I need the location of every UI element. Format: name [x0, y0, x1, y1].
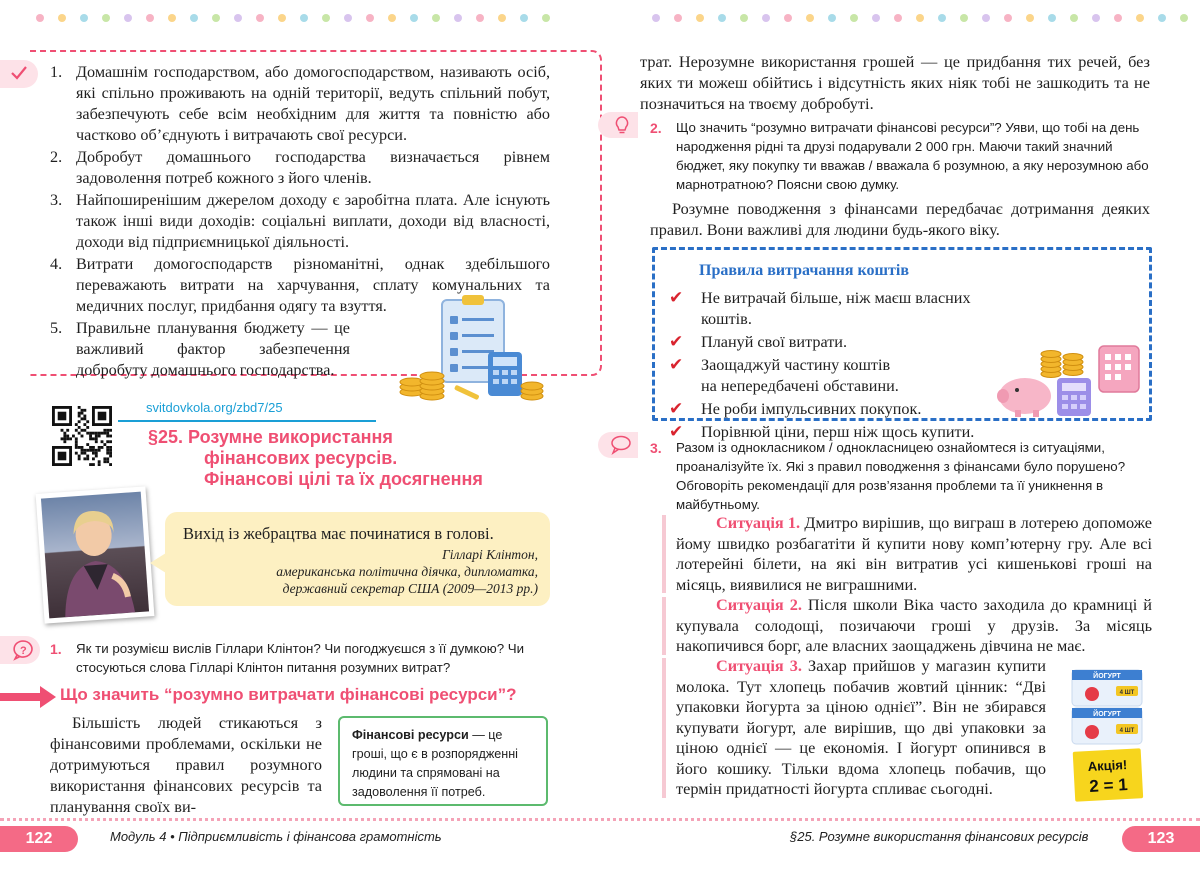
decor-dot — [410, 14, 418, 22]
portrait-figure — [41, 492, 149, 619]
decor-dot — [80, 14, 88, 22]
portrait-photo — [36, 486, 155, 623]
resource-link[interactable]: svitdovkola.org/zbd7/25 — [146, 400, 283, 415]
decor-dot — [1180, 14, 1188, 22]
checkmark-tab — [0, 60, 38, 88]
footer-left: Модуль 4 • Підприємливість і фінансова грамотність — [110, 829, 442, 844]
decor-dot — [938, 14, 946, 22]
decor-dot — [36, 14, 44, 22]
checkmark-icon: ✔ — [669, 355, 684, 375]
quote-text: Вихід із жебрацтва має починатися в голові. — [183, 524, 494, 543]
decor-dot — [784, 14, 792, 22]
piggy-bank-calculator-illustration — [995, 338, 1145, 418]
body-paragraph: Більшість людей стикаються з фінансовими проблемами, оскільки не дотримуються правил розумного використання фінансових ресурсів та планування своїх ви- — [50, 713, 322, 816]
yogurt-pack-label: 4 ШТ — [1119, 690, 1135, 696]
decor-dot — [476, 14, 484, 22]
decor-dot — [806, 14, 814, 22]
question-text: Як ти розумієш вислів Гіллари Клінтон? Чи погоджуєшся з її думкою? Чи стосуються слова Гілларі Клінтон питання розумних витрат? — [76, 641, 525, 675]
question-bubble-icon — [12, 639, 34, 661]
yogurt-label: ЙОГУРТ — [1093, 673, 1121, 680]
decor-dot — [1048, 14, 1056, 22]
decor-dot — [58, 14, 66, 22]
lightbulb-icon — [612, 115, 632, 135]
quote-tail — [150, 553, 166, 573]
situation-bar — [662, 658, 666, 798]
page-number-right: 123 — [1122, 826, 1200, 852]
promo-text: Акція! — [1087, 756, 1128, 775]
rule-item: ✔ Не витрачай більше, ніж маєш власних коштів. — [669, 288, 971, 328]
rule-item: ✔ Заощаджуй частину коштів на непередбачені обставини. — [669, 355, 899, 395]
decor-dot — [542, 14, 550, 22]
decor-dot — [1136, 14, 1144, 22]
decor-dot — [1158, 14, 1166, 22]
decor-dot — [1114, 14, 1122, 22]
checklist-coins-illustration — [392, 292, 552, 407]
question-number: 3. — [650, 440, 662, 456]
summary-item: 5. Правильне планування бюджету — це важливий фактор забезпечення добробуту домашнього господарства. — [50, 319, 350, 379]
rules-title: Правила витрачання коштів — [699, 262, 909, 279]
decor-dot — [960, 14, 968, 22]
rule-item: ✔ Порівнюй ціни, перш ніж щось купити. — [669, 422, 975, 442]
discussion-tab — [598, 432, 638, 458]
question-number: 2. — [650, 120, 662, 136]
decor-dot — [1004, 14, 1012, 22]
decor-dot — [762, 14, 770, 22]
decor-dot — [674, 14, 682, 22]
checkmark-icon: ✔ — [669, 288, 684, 308]
decor-dot — [916, 14, 924, 22]
decor-dot — [520, 14, 528, 22]
arrow-icon — [0, 684, 60, 710]
checkmark-icon: ✔ — [669, 332, 684, 352]
rule-item: ✔ Не роби імпульсивних покупок. — [669, 399, 922, 419]
yogurt-promo-illustration — [1066, 664, 1150, 804]
situation-bar — [662, 597, 666, 655]
rules-list — [669, 288, 989, 445]
decor-dot — [366, 14, 374, 22]
question-text: Що значить “розумно витрачати фінансові ресурси”? Уяви, що тобі на день народження рідні та друзі подарували 2 000 грн. Маючи такий значний бюджет, яку покупку ти вважав / вважала б розумною, а яку нерозумною або марнотратною? Поясни свою думку. — [676, 120, 1149, 192]
situation-1: Ситуація 1. Дмитро вирішив, що виграш в лотерею допоможе йому швидко розбагатіти й купити нову комп’ютерну гру. Але всі лотерейні білети, на які він витратив усі кишенькові гроші на місяць, виявилися не виграшними. — [676, 513, 1152, 595]
yogurt-pack-label: 4 ШТ — [1119, 728, 1135, 734]
rules-intro: Розумне поводження з фінансами передбачає дотримання деяких правил. Вони важливі для людини будь-якого віку. — [650, 199, 1150, 239]
quote-box — [165, 512, 550, 606]
definition-box: Фінансові ресурси — це гроші, що є в розпорядженні людини та спрямовані на задоволення її потреб. — [338, 716, 548, 806]
decor-dot — [982, 14, 990, 22]
lightbulb-tab — [598, 112, 638, 138]
decor-dot — [146, 14, 154, 22]
question-tab — [0, 636, 40, 664]
decor-dot — [256, 14, 264, 22]
checkmark-icon: ✔ — [669, 399, 684, 419]
decor-dot — [1070, 14, 1078, 22]
qr-code[interactable] — [52, 406, 112, 466]
decor-dot — [718, 14, 726, 22]
situation-bar — [662, 515, 666, 593]
summary-item: 3. Найпоширенішим джерелом доходу є заробітна плата. Але існують також інші види доходів: соціальні виплати, доходи від власності, доходи від підприємницької діяльності. — [50, 191, 550, 251]
svg-text:?: ? — [20, 645, 27, 657]
yogurt-label: ЙОГУРТ — [1093, 711, 1121, 718]
decor-dot — [344, 14, 352, 22]
decor-dot — [322, 14, 330, 22]
question-text: Разом із однокласником / однокласницею ознайомтеся із ситуаціями, проаналізуйте їх. Які з правил поводження з фінансами було порушено? Обговоріть рекомендації для розв’язання проблеми та її уникнення в майбутньому. — [676, 440, 1126, 512]
promo-value: 2 = 1 — [1088, 774, 1129, 796]
summary-item: 4. Витрати домогосподарств різноманітні, однак здебільшого переважають витрати на харчування, сплату комунальних та медичних послуг, придбання одягу та взуття. — [50, 255, 550, 315]
checkmark-icon — [10, 65, 28, 81]
decor-dot — [168, 14, 176, 22]
summary-item: 2. Добробут домашнього господарства визначається рівнем задоволення потреб кожного з його членів. — [50, 148, 550, 187]
decor-dot — [212, 14, 220, 22]
decor-dot — [432, 14, 440, 22]
subheading: Що значить “розумно витрачати фінансові ресурси”? — [60, 685, 517, 704]
rules-box — [652, 247, 1152, 442]
decor-dot — [652, 14, 660, 22]
decor-dot — [740, 14, 748, 22]
continuation-text: трат. Нерозумне використання грошей — це придбання тих речей, без яких ти можеш обійтись і відсутність яких ніяк тобі не зашкодить та не позначиться на твоєму добробуті. — [640, 52, 1150, 113]
footer-divider — [0, 818, 1200, 821]
quote-author: Гілларі Клінтон, американська політична діячка, дипломатка, державний секретар США (2009—2013 рр.) — [276, 547, 538, 596]
decor-dot — [850, 14, 858, 22]
situation-2: Ситуація 2. Після школи Віка часто заходила до крамниці й купувала солодощі, позичаючи гроші у друзів. За місяць накопичився борг, але власних заощаджень дівчина не має. — [676, 595, 1152, 657]
decor-dot — [1092, 14, 1100, 22]
link-underline — [118, 420, 376, 422]
decor-dot — [454, 14, 462, 22]
decor-dot — [190, 14, 198, 22]
page-number-left: 122 — [0, 826, 78, 852]
decor-dot — [828, 14, 836, 22]
decor-dot — [498, 14, 506, 22]
question-number: 1. — [50, 641, 62, 657]
decor-dot — [278, 14, 286, 22]
decor-dot — [234, 14, 242, 22]
section-heading: §25. Розумне використання фінансових ресурсів. Фінансові цілі та їх досягнення — [148, 427, 483, 489]
decor-dot — [102, 14, 110, 22]
top-dots-decoration — [0, 14, 1200, 26]
decor-dot — [696, 14, 704, 22]
decor-dot — [872, 14, 880, 22]
decor-dot — [894, 14, 902, 22]
summary-item: 1. Домашнім господарством, або домогосподарством, називають осіб, які спільно проживають на одній території, ведуть спільний побут, забезпечують себе всім необхідним для життя та повністю або частково об’єднують і витрачають свої ресурси. — [50, 63, 550, 144]
situation-3: Ситуація 3. Захар прийшов у магазин купити молока. Тут хлопець побачив жовтий цінник: “Дві упаковки йогурта за ціною однієї”. Він не збирався купувати йогурт, але вирішив, що дві упаковки за ціною однієї — це економія. І йогурт опинився в його кошику. Тільки вдома хлопець побачив, що термін придатності йогурта спливає сьогодні. — [676, 656, 1046, 800]
decor-dot — [1026, 14, 1034, 22]
rule-item: ✔ Плануй свої витрати. — [669, 332, 847, 352]
decor-dot — [300, 14, 308, 22]
checkmark-icon: ✔ — [669, 422, 684, 442]
decor-dot — [124, 14, 132, 22]
chat-bubble-icon — [610, 435, 632, 455]
footer-right: §25. Розумне використання фінансових ресурсів — [790, 829, 1089, 844]
decor-dot — [388, 14, 396, 22]
